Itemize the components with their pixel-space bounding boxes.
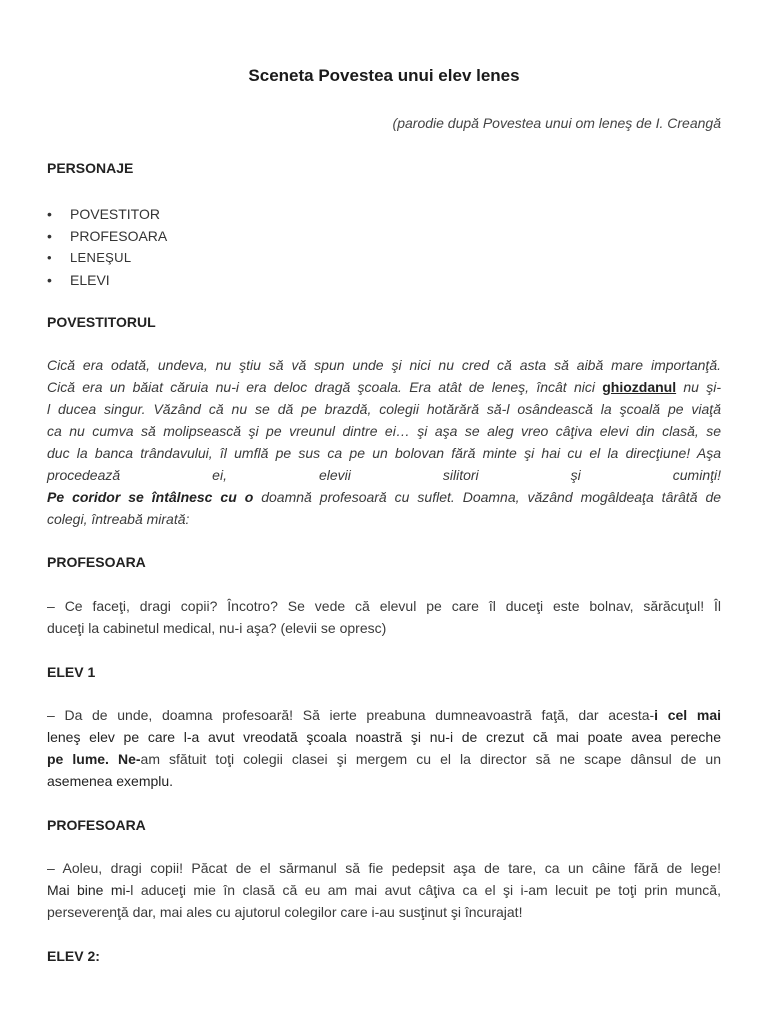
bullet-icon: • <box>47 206 52 222</box>
characters-heading: PERSONAJE <box>47 160 134 176</box>
section-heading-elev-1: ELEV 1 <box>47 664 96 680</box>
page-title: Sceneta Povestea unui elev lenes <box>248 66 520 85</box>
section-heading-povestitorul: POVESTITORUL <box>47 314 156 330</box>
page-subtitle: (parodie după Povestea unui om leneş de I. Creangă <box>392 115 721 131</box>
list-item: • PROFESOARA <box>47 225 167 247</box>
list-item: • POVESTITOR <box>47 203 167 225</box>
section-heading-profesoara-2: PROFESOARA <box>47 817 146 833</box>
list-item: • LENEŞUL <box>47 247 167 269</box>
list-item: • ELEVI <box>47 269 167 291</box>
paragraph-profesoara-2: – Aoleu, dragi copii! Păcat de el sărmanul să fie pedepsit aşa de tare, ca un câine fără de lege! Mai bine mi-l aduceţi mie în clasă că eu am mai avut câţiva ca el şi i-am lecuit pe toţi prin muncă, perseverenţă dar, mai ales cu ajutorul colegilor care i-au susţinut şi încurajat! <box>47 860 721 920</box>
section-heading-elev-2: ELEV 2: <box>47 948 100 964</box>
paragraph-elev-1: – Da de unde, doamna profesoară! Să ierte preabuna dumneavoastră faţă, dar acesta-i cel mai leneş elev pe care l-a avut vreodată şcoala noastră şi nu-i de crezut că mai poate avea pereche pe lume. Ne-am sfătuit toţi colegii clasei şi mergem cu el la director să ne scape dânsul de un asemenea exemplu. <box>47 707 721 789</box>
paragraph-povestitorul: Cică era odată, undeva, nu ştiu să vă spun unde şi nici nu cred că asta să aibă mare importanţă. Cică era un băiat căruia nu-i era deloc dragă şcoala. Era atât de leneş, încât nici ghiozdanul nu şi- l ducea singur. Văzând că nu se dă pe brazdă, colegii hotărără să-l osândească la şcoală pe viaţă ca nu cumva să molipsească şi pe vreunul dintre ei… şi aşa se aleg vreo câţiva elevi din clasă, se duc la banca trândavului, îl umflă pe sus ca pe un bolovan fără minte şi hai cu el la direcţiune! Aşa procedează ei, elevii silitori şi cuminţi! Pe coridor se întâlnesc cu o doamnă profesoară cu suflet. Doamna, văzând mogâldeaţa târâtă de colegi, întreabă mirată: <box>47 357 722 527</box>
bullet-icon: • <box>47 250 52 265</box>
bullet-icon: • <box>47 228 52 244</box>
paragraph-profesoara-1: – Ce faceţi, dragi copii? Încotro? Se vede că elevul pe care îl duceţi este bolnav, sărăcuţul! Îl duceţi la cabinetul medical, nu-i aşa? (elevii se opresc) <box>47 598 721 636</box>
characters-list <box>47 203 167 291</box>
bullet-icon: • <box>47 272 52 288</box>
emphasized-word: ghiozdanul <box>602 379 677 395</box>
section-heading-profesoara: PROFESOARA <box>47 554 146 570</box>
